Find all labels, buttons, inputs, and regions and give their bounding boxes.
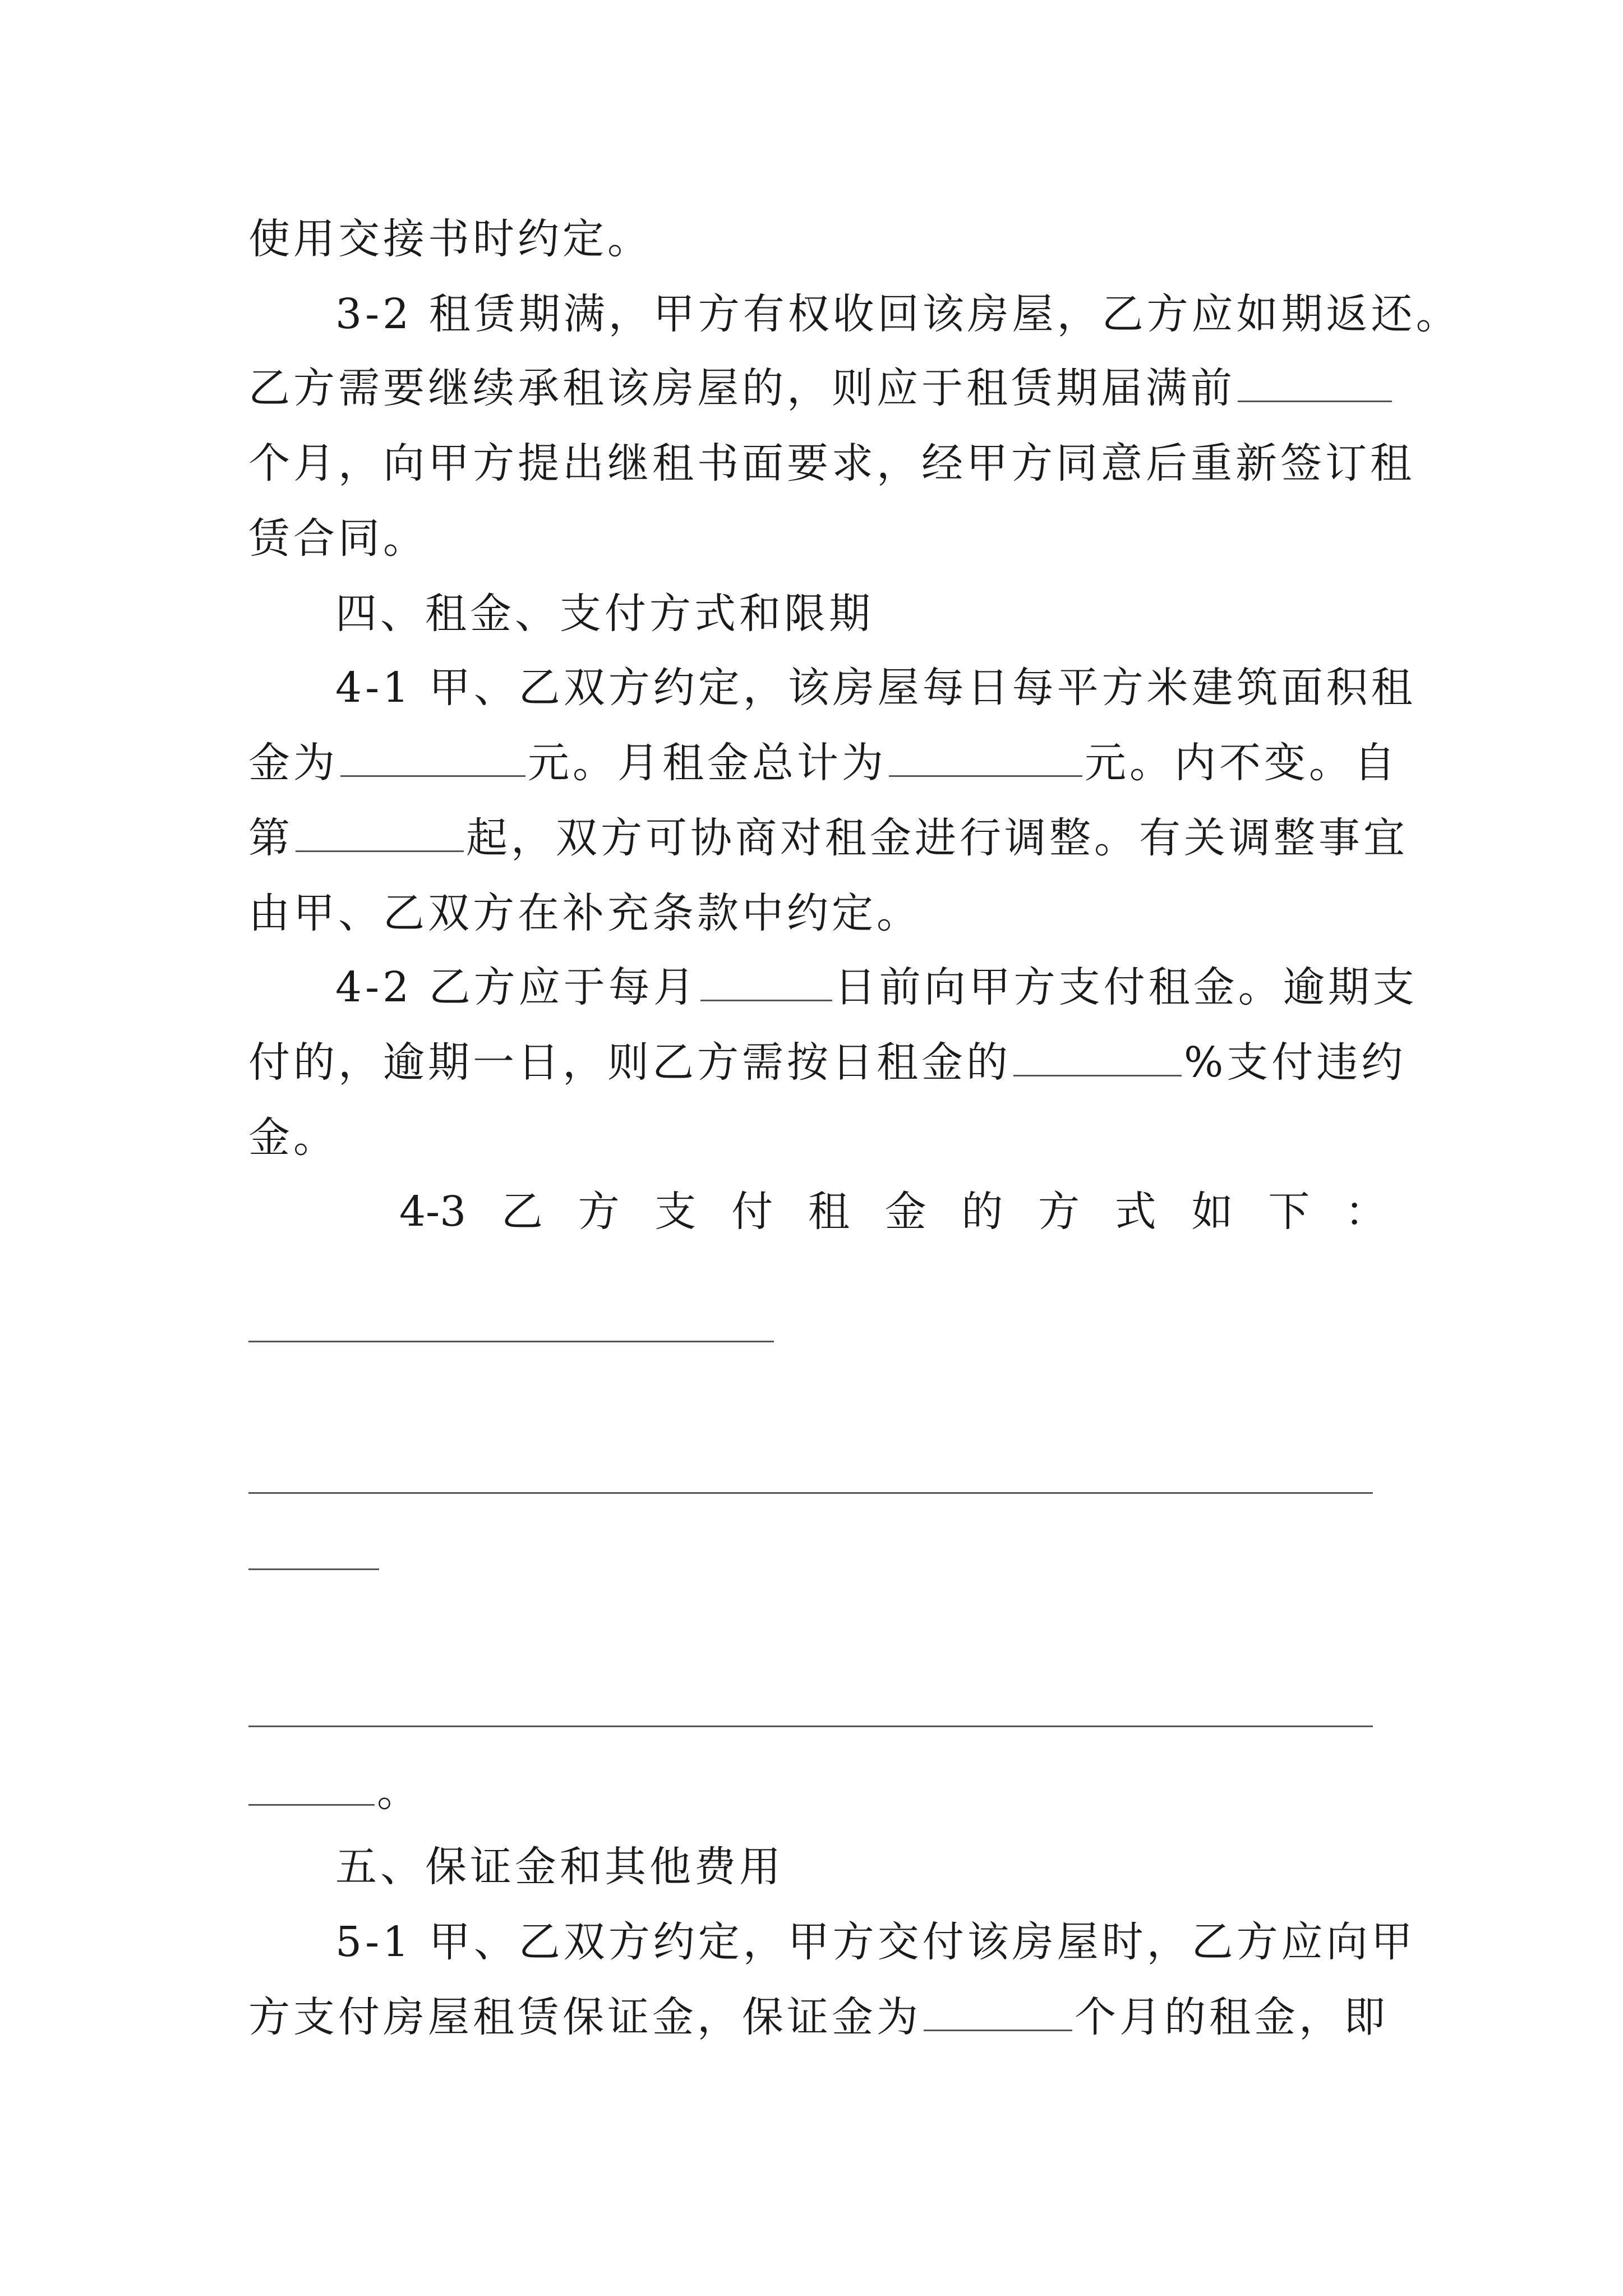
text-line-supplement: 由甲、乙双方在补充条款中约定。 — [248, 889, 921, 937]
text-segment: 下 — [1268, 1188, 1310, 1236]
text-segment: 方支付房屋租赁保证金，保证金为 — [248, 1993, 921, 2041]
clause-4-2-line — [335, 959, 1474, 1015]
text-line-penalty-end: 金。 — [248, 1114, 338, 1162]
fill-blank-pay-day[interactable] — [700, 963, 832, 1001]
text-segment: 付的，逾期一日，则乙方需按日租金的 — [248, 1038, 1011, 1087]
text-line-payment-end — [248, 1764, 1387, 1820]
text-segment: 起，双方可协商对租金进行调整。有关调整事宜 — [466, 814, 1408, 862]
text-segment: 的 — [961, 1188, 1003, 1236]
text-line-renewal — [248, 360, 1387, 416]
fill-blank-months[interactable] — [1238, 364, 1392, 402]
text-line-renewal-request: 个月，向甲方提出继租书面要求，经甲方同意后重新签订租 — [248, 439, 1415, 487]
text-segment: 如 — [1191, 1188, 1233, 1236]
text-line-penalty — [248, 1034, 1407, 1091]
text-segment: 方 — [1038, 1188, 1080, 1236]
text-segment: ： — [1344, 1188, 1386, 1236]
text-segment: 乙 — [501, 1188, 543, 1236]
text-segment: 元。月租金总计为 — [528, 739, 887, 787]
text-segment: 4-3 — [399, 1188, 467, 1236]
text-segment: 金为 — [248, 739, 338, 787]
fill-line-payment-method-1[interactable] — [248, 1341, 774, 1342]
fill-blank-start-date[interactable] — [296, 813, 464, 852]
text-segment: 元。内不变。自 — [1085, 739, 1399, 787]
fill-blank-penalty-rate[interactable] — [1013, 1038, 1182, 1076]
fill-blank-payment-method-5[interactable] — [248, 1767, 375, 1806]
text-segment: 个月的租金，即 — [1075, 1993, 1389, 2041]
text-segment: %支付违约 — [1184, 1038, 1407, 1087]
text-segment: 乙方需要继续承租该房屋的，则应于租赁期届满前 — [248, 364, 1235, 412]
text-segment: 方 — [578, 1188, 620, 1236]
clause-4-1-line: 4-1 甲、乙双方约定，该房屋每日每平方米建筑面积租 — [335, 664, 1416, 712]
fill-line-payment-method-4[interactable] — [248, 1726, 1373, 1727]
text-line-deposit-amount — [248, 1989, 1387, 2045]
fill-blank-deposit-months[interactable] — [924, 1993, 1072, 2031]
text-segment: 。 — [377, 1768, 422, 1816]
fill-line-payment-method-2[interactable] — [248, 1492, 1373, 1494]
text-segment: 日前向甲方支付租金。逾期支 — [834, 963, 1418, 1011]
text-line-adjustment — [248, 810, 1408, 866]
fill-blank-monthly-rent[interactable] — [889, 738, 1082, 777]
text-segment: 金 — [884, 1188, 926, 1236]
fill-blank-daily-rent[interactable] — [340, 738, 525, 777]
text-line-contract: 赁合同。 — [248, 514, 428, 563]
section-heading-deposit: 五、保证金和其他费用 — [335, 1843, 784, 1891]
section-heading-rent: 四、租金、支付方式和限期 — [335, 590, 874, 638]
fill-line-payment-method-3[interactable] — [248, 1568, 379, 1570]
text-line-rent-amount — [248, 735, 1399, 791]
text-segment: 付 — [731, 1188, 773, 1236]
text-segment: 4-2 乙方应于每月 — [335, 963, 698, 1011]
text-segment: 支 — [654, 1188, 697, 1236]
text-line-handover: 使用交接书时约定。 — [248, 215, 652, 263]
clause-4-3-line — [399, 1184, 1386, 1240]
text-segment: 租 — [808, 1188, 850, 1236]
clause-3-2-line: 3-2 租赁期满，甲方有权收回该房屋，乙方应如期返还。 — [335, 290, 1461, 338]
clause-5-1-line: 5-1 甲、乙双方约定，甲方交付该房屋时，乙方应向甲 — [335, 1918, 1416, 1966]
text-segment: 第 — [248, 814, 293, 862]
text-segment: 式 — [1114, 1188, 1156, 1236]
